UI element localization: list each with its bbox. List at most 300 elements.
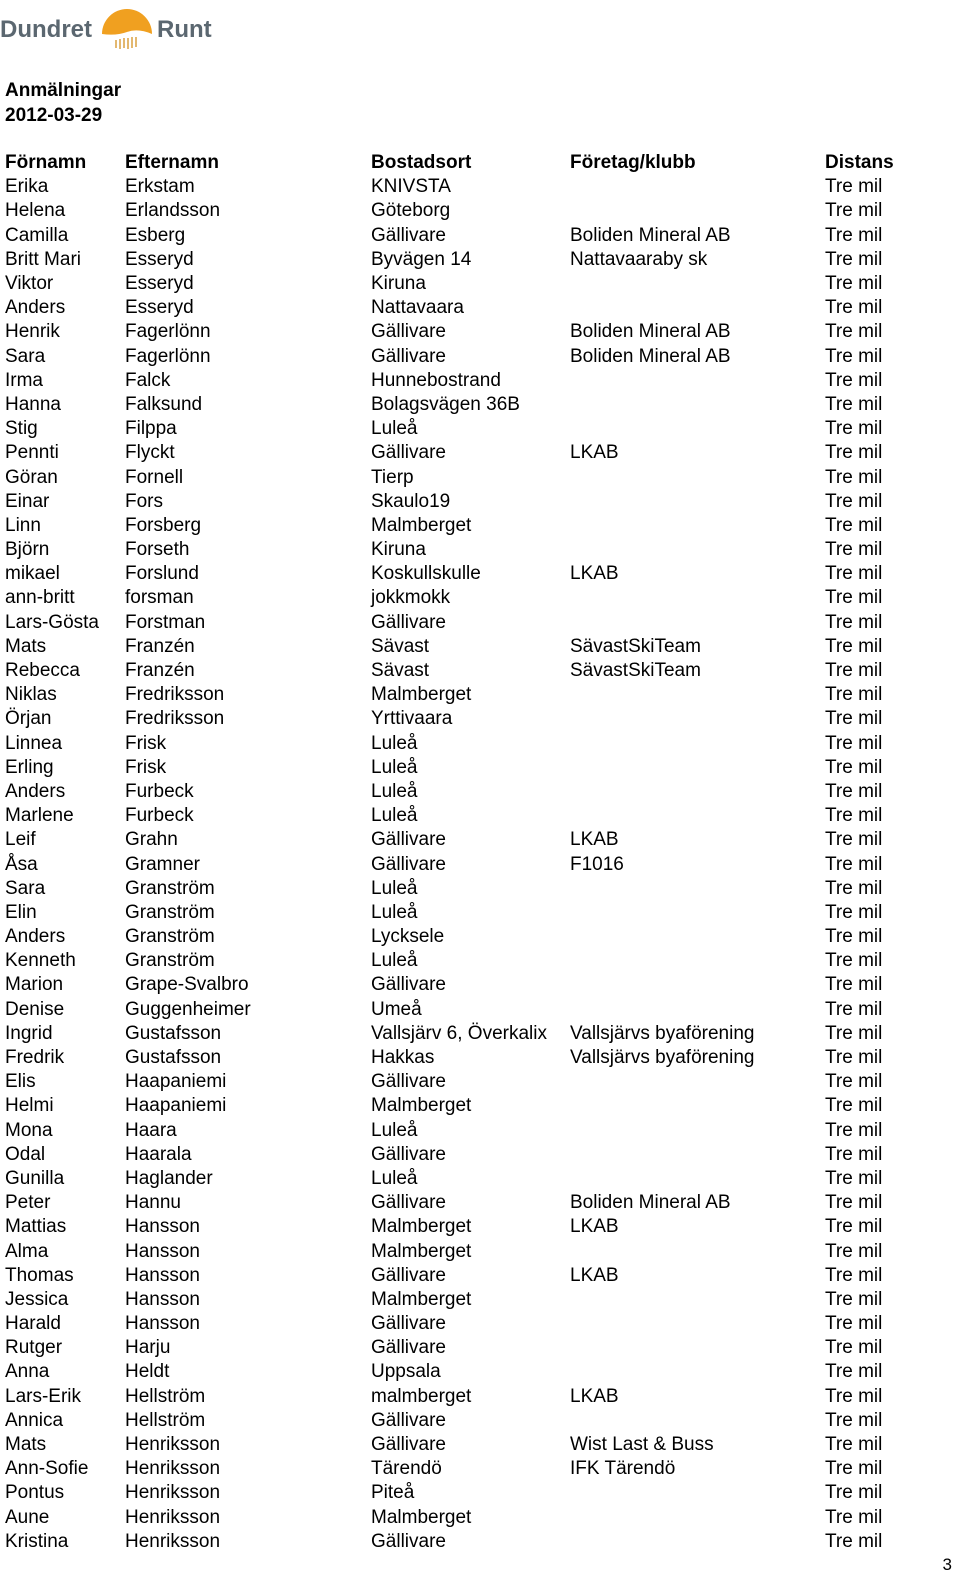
club-cell: F1016 [570, 853, 624, 875]
last-name-cell: Gustafsson [125, 1022, 222, 1044]
club-cell [565, 272, 820, 296]
club-cell [565, 296, 820, 320]
last-name-cell: Gramner [125, 853, 200, 875]
city-cell: Gällivare [371, 1530, 446, 1552]
first-name-cell: Linn [5, 514, 41, 536]
distance-cell: Tre mil [825, 901, 883, 923]
city-cell: Luleå [371, 1119, 418, 1141]
distance-cell: Tre mil [825, 200, 883, 222]
table-row [0, 804, 905, 828]
club-cell [565, 925, 820, 949]
distance-cell: Tre mil [825, 248, 883, 270]
table-row [0, 538, 905, 562]
distance-cell: Tre mil [825, 1119, 883, 1141]
table-row [0, 272, 905, 296]
club-cell [565, 949, 820, 973]
first-name-cell: Mona [5, 1119, 53, 1141]
first-name-cell: Jessica [5, 1288, 69, 1310]
last-name-cell: Forsberg [125, 514, 202, 536]
distance-cell: Tre mil [825, 1434, 883, 1456]
distance-cell: Tre mil [825, 587, 883, 609]
last-name-cell: Forseth [125, 539, 190, 561]
first-name-cell: Sara [5, 345, 46, 367]
club-cell: LKAB [570, 1216, 619, 1238]
city-cell: Gällivare [371, 1337, 446, 1359]
club-cell [565, 780, 820, 804]
first-name-cell: Örjan [5, 708, 52, 730]
column-header-fornamn: Förnamn [5, 152, 87, 174]
last-name-cell: Fors [125, 490, 163, 512]
city-cell: Kiruna [371, 273, 426, 295]
last-name-cell: Flyckt [125, 442, 175, 464]
last-name-cell: Gustafsson [125, 1047, 222, 1069]
first-name-cell: Mattias [5, 1216, 67, 1238]
last-name-cell: Hannu [125, 1192, 181, 1214]
club-cell: LKAB [570, 829, 619, 851]
distance-cell: Tre mil [825, 1482, 883, 1504]
first-name-cell: Göran [5, 466, 58, 488]
club-cell: IFK Tärendö [570, 1458, 676, 1480]
distance-cell: Tre mil [825, 369, 883, 391]
first-name-cell: Einar [5, 490, 50, 512]
table-row [0, 1360, 905, 1384]
city-cell: Malmberget [371, 514, 472, 536]
club-cell [565, 175, 820, 199]
city-cell: Bolagsvägen 36B [371, 393, 520, 415]
first-name-cell: Leif [5, 829, 36, 851]
last-name-cell: Hellström [125, 1385, 206, 1407]
first-name-cell: Aune [5, 1506, 50, 1528]
last-name-cell: Granström [125, 901, 215, 923]
first-name-cell: Thomas [5, 1264, 74, 1286]
table-row [0, 877, 905, 901]
club-cell [565, 756, 820, 780]
city-cell: Gällivare [371, 853, 446, 875]
club-cell [565, 901, 820, 925]
first-name-cell: Camilla [5, 224, 69, 246]
distance-cell: Tre mil [825, 418, 883, 440]
first-name-cell: Pennti [5, 442, 59, 464]
distance-cell: Tre mil [825, 1385, 883, 1407]
city-cell: Luleå [371, 1167, 418, 1189]
distance-cell: Tre mil [825, 1167, 883, 1189]
last-name-cell: Falksund [125, 393, 203, 415]
city-cell: Malmberget [371, 1240, 472, 1262]
distance-cell: Tre mil [825, 1095, 883, 1117]
table-row [0, 973, 905, 997]
distance-cell: Tre mil [825, 732, 883, 754]
city-cell: Malmberget [371, 1095, 472, 1117]
distance-cell: Tre mil [825, 805, 883, 827]
last-name-cell: Granström [125, 877, 215, 899]
club-cell [565, 1094, 820, 1118]
first-name-cell: Marlene [5, 805, 74, 827]
last-name-cell: Fredriksson [125, 684, 225, 706]
last-name-cell: Erkstam [125, 176, 195, 198]
last-name-cell: Hansson [125, 1288, 200, 1310]
first-name-cell: Odal [5, 1143, 46, 1165]
distance-cell: Tre mil [825, 563, 883, 585]
club-cell [565, 1360, 820, 1384]
table-row [0, 901, 905, 925]
last-name-cell: Fagerlönn [125, 345, 211, 367]
distance-cell: Tre mil [825, 1337, 883, 1359]
logo [0, 2, 230, 54]
table-row [0, 1143, 905, 1167]
table-row [0, 199, 905, 223]
table-row [0, 1409, 905, 1433]
distance-cell: Tre mil [825, 490, 883, 512]
table-row [0, 1022, 905, 1046]
city-cell: Hunnebostrand [371, 369, 501, 391]
first-name-cell: Björn [5, 539, 50, 561]
distance-cell: Tre mil [825, 1458, 883, 1480]
club-cell [565, 490, 820, 514]
table-row [0, 1457, 905, 1481]
table-row [0, 1336, 905, 1360]
last-name-cell: Hansson [125, 1264, 200, 1286]
distance-cell: Tre mil [825, 998, 883, 1020]
last-name-cell: Henriksson [125, 1506, 221, 1528]
club-cell: Boliden Mineral AB [570, 345, 731, 367]
club-cell [565, 1119, 820, 1143]
first-name-cell: Niklas [5, 684, 57, 706]
club-cell [565, 1409, 820, 1433]
table-row [0, 562, 905, 586]
club-cell: LKAB [570, 1264, 619, 1286]
city-cell: Gällivare [371, 611, 446, 633]
city-cell: Kiruna [371, 539, 426, 561]
city-cell: Tärendö [371, 1458, 442, 1480]
city-cell: Uppsala [371, 1361, 441, 1383]
last-name-cell: Fredriksson [125, 708, 225, 730]
city-cell: Luleå [371, 418, 418, 440]
table-row [0, 1215, 905, 1239]
table-row [0, 224, 905, 248]
distance-cell: Tre mil [825, 1313, 883, 1335]
last-name-cell: Grahn [125, 829, 178, 851]
distance-cell: Tre mil [825, 176, 883, 198]
first-name-cell: Annica [5, 1409, 64, 1431]
club-cell [565, 538, 820, 562]
city-cell: Lycksele [371, 926, 445, 948]
city-cell: Piteå [371, 1482, 415, 1504]
city-cell: malmberget [371, 1385, 472, 1407]
distance-cell: Tre mil [825, 273, 883, 295]
distance-cell: Tre mil [825, 756, 883, 778]
table-row [0, 1070, 905, 1094]
table-row [0, 1191, 905, 1215]
first-name-cell: mikael [5, 563, 60, 585]
table-row [0, 1506, 905, 1530]
table-row [0, 635, 905, 659]
last-name-cell: Franzén [125, 660, 195, 682]
club-cell [565, 1167, 820, 1191]
city-cell: Gällivare [371, 1143, 446, 1165]
first-name-cell: Erika [5, 176, 49, 198]
distance-cell: Tre mil [825, 1216, 883, 1238]
table-row [0, 1385, 905, 1409]
first-name-cell: Helmi [5, 1095, 54, 1117]
first-name-cell: Henrik [5, 321, 60, 343]
last-name-cell: Granström [125, 926, 215, 948]
last-name-cell: Heldt [125, 1361, 170, 1383]
distance-cell: Tre mil [825, 708, 883, 730]
club-cell: Boliden Mineral AB [570, 321, 731, 343]
club-cell [565, 514, 820, 538]
distance-cell: Tre mil [825, 514, 883, 536]
table-row [0, 1119, 905, 1143]
first-name-cell: Rebecca [5, 660, 80, 682]
sun-icon [98, 2, 156, 52]
club-cell [565, 1506, 820, 1530]
city-cell: Malmberget [371, 1216, 472, 1238]
table-row [0, 369, 905, 393]
city-cell: Luleå [371, 780, 418, 802]
club-cell [565, 393, 820, 417]
distance-cell: Tre mil [825, 684, 883, 706]
first-name-cell: Ingrid [5, 1022, 53, 1044]
last-name-cell: Haara [125, 1119, 177, 1141]
table-row [0, 828, 905, 852]
club-cell: Boliden Mineral AB [570, 1192, 731, 1214]
club-cell [565, 1530, 820, 1554]
club-cell [565, 1312, 820, 1336]
distance-cell: Tre mil [825, 539, 883, 561]
table-row [0, 345, 905, 369]
table-row [0, 1481, 905, 1505]
distance-cell: Tre mil [825, 1264, 883, 1286]
table-row [0, 1312, 905, 1336]
club-cell [565, 417, 820, 441]
first-name-cell: Alma [5, 1240, 49, 1262]
city-cell: Malmberget [371, 1288, 472, 1310]
table-body [0, 175, 905, 1554]
city-cell: Gällivare [371, 1192, 446, 1214]
distance-cell: Tre mil [825, 1047, 883, 1069]
first-name-cell: Marion [5, 974, 64, 996]
table-row [0, 1046, 905, 1070]
city-cell: Gällivare [371, 321, 446, 343]
distance-cell: Tre mil [825, 950, 883, 972]
page-title: Anmälningar [5, 80, 122, 101]
first-name-cell: Helena [5, 200, 66, 222]
city-cell: Sävast [371, 660, 430, 682]
last-name-cell: Haapaniemi [125, 1071, 227, 1093]
club-cell [565, 1239, 820, 1263]
club-cell [565, 732, 820, 756]
distance-cell: Tre mil [825, 1506, 883, 1528]
distance-cell: Tre mil [825, 1143, 883, 1165]
first-name-cell: Kenneth [5, 950, 76, 972]
last-name-cell: Haapaniemi [125, 1095, 227, 1117]
last-name-cell: Henriksson [125, 1434, 221, 1456]
table-row [0, 417, 905, 441]
distance-cell: Tre mil [825, 345, 883, 367]
club-cell [565, 586, 820, 610]
city-cell: Byvägen 14 [371, 248, 472, 270]
table-row [0, 586, 905, 610]
last-name-cell: Frisk [125, 732, 167, 754]
first-name-cell: Harald [5, 1313, 61, 1335]
club-cell: LKAB [570, 442, 619, 464]
city-cell: Gällivare [371, 1409, 446, 1431]
first-name-cell: Kristina [5, 1530, 69, 1552]
first-name-cell: Lars-Erik [5, 1385, 82, 1407]
table-row [0, 248, 905, 272]
first-name-cell: Peter [5, 1192, 51, 1214]
city-cell: Malmberget [371, 1506, 472, 1528]
club-cell [565, 877, 820, 901]
city-cell: Yrttivaara [371, 708, 453, 730]
table-row [0, 707, 905, 731]
first-name-cell: Irma [5, 369, 43, 391]
club-cell: SävastSkiTeam [570, 635, 701, 657]
city-cell: Malmberget [371, 684, 472, 706]
first-name-cell: Fredrik [5, 1047, 65, 1069]
distance-cell: Tre mil [825, 321, 883, 343]
last-name-cell: Henriksson [125, 1482, 221, 1504]
club-cell: Wist Last & Buss [570, 1434, 714, 1456]
logo-text-right: Runt [157, 16, 212, 43]
city-cell: Gällivare [371, 1071, 446, 1093]
table-row [0, 1167, 905, 1191]
distance-cell: Tre mil [825, 1409, 883, 1431]
table-row [0, 393, 905, 417]
city-cell: Nattavaara [371, 297, 464, 319]
last-name-cell: Falck [125, 369, 171, 391]
last-name-cell: Haarala [125, 1143, 192, 1165]
last-name-cell: forsman [125, 587, 194, 609]
first-name-cell: Ann-Sofie [5, 1458, 89, 1480]
distance-cell: Tre mil [825, 1071, 883, 1093]
first-name-cell: Sara [5, 877, 46, 899]
city-cell: Gällivare [371, 442, 446, 464]
table-row [0, 1530, 905, 1554]
club-cell [565, 1336, 820, 1360]
table-row [0, 296, 905, 320]
distance-cell: Tre mil [825, 1192, 883, 1214]
table-row [0, 175, 905, 199]
city-cell: Gällivare [371, 829, 446, 851]
club-cell [565, 1143, 820, 1167]
city-cell: Vallsjärv 6, Överkalix [371, 1022, 547, 1044]
page-date: 2012-03-29 [5, 105, 103, 126]
first-name-cell: Anna [5, 1361, 50, 1383]
city-cell: Göteborg [371, 200, 451, 222]
distance-cell: Tre mil [825, 393, 883, 415]
city-cell: Gällivare [371, 974, 446, 996]
table-row [0, 756, 905, 780]
distance-cell: Tre mil [825, 974, 883, 996]
club-cell [565, 1481, 820, 1505]
last-name-cell: Henriksson [125, 1458, 221, 1480]
last-name-cell: Forslund [125, 563, 199, 585]
distance-cell: Tre mil [825, 1288, 883, 1310]
club-cell [565, 465, 820, 489]
table-row [0, 514, 905, 538]
last-name-cell: Henriksson [125, 1530, 221, 1552]
table-row [0, 780, 905, 804]
last-name-cell: Franzén [125, 635, 195, 657]
table-row [0, 320, 905, 344]
last-name-cell: Erlandsson [125, 200, 221, 222]
page-number: 3 [942, 1555, 952, 1574]
city-cell: Sävast [371, 635, 430, 657]
club-cell: Nattavaaraby sk [570, 248, 708, 270]
distance-cell: Tre mil [825, 1022, 883, 1044]
last-name-cell: Hellström [125, 1409, 206, 1431]
city-cell: Gällivare [371, 345, 446, 367]
table-row [0, 1433, 905, 1457]
table-row [0, 1264, 905, 1288]
city-cell: Gällivare [371, 1264, 446, 1286]
last-name-cell: Forstman [125, 611, 206, 633]
last-name-cell: Esberg [125, 224, 186, 246]
city-cell: Umeå [371, 998, 422, 1020]
city-cell: Gällivare [371, 1313, 446, 1335]
table-row [0, 465, 905, 489]
club-cell [565, 998, 820, 1022]
city-cell: KNIVSTA [371, 176, 451, 198]
city-cell: Luleå [371, 805, 418, 827]
last-name-cell: Grape-Svalbro [125, 974, 249, 996]
distance-cell: Tre mil [825, 635, 883, 657]
first-name-cell: Viktor [5, 273, 54, 295]
last-name-cell: Esseryd [125, 273, 194, 295]
club-cell: Vallsjärvs byaförening [570, 1022, 755, 1044]
city-cell: Luleå [371, 950, 418, 972]
distance-cell: Tre mil [825, 853, 883, 875]
table-row [0, 683, 905, 707]
distance-cell: Tre mil [825, 877, 883, 899]
city-cell: Luleå [371, 756, 418, 778]
last-name-cell: Haglander [125, 1167, 213, 1189]
distance-cell: Tre mil [825, 1530, 883, 1552]
first-name-cell: Anders [5, 297, 66, 319]
table-row [0, 659, 905, 683]
first-name-cell: Britt Mari [5, 248, 81, 270]
city-cell: jokkmokk [371, 587, 451, 609]
first-name-cell: Elin [5, 901, 37, 923]
last-name-cell: Fornell [125, 466, 184, 488]
city-cell: Luleå [371, 877, 418, 899]
table-row [0, 732, 905, 756]
first-name-cell: Mats [5, 635, 47, 657]
logo-text-left: Dundret [0, 16, 92, 43]
column-header-bostadsort: Bostadsort [371, 152, 472, 174]
column-header-distans: Distans [825, 152, 894, 174]
table-row [0, 852, 905, 876]
first-name-cell: Linnea [5, 732, 63, 754]
distance-cell: Tre mil [825, 224, 883, 246]
distance-cell: Tre mil [825, 1361, 883, 1383]
first-name-cell: Stig [5, 418, 38, 440]
distance-cell: Tre mil [825, 780, 883, 802]
club-cell: LKAB [570, 563, 619, 585]
table-row [0, 611, 905, 635]
distance-cell: Tre mil [825, 611, 883, 633]
last-name-cell: Furbeck [125, 780, 194, 802]
last-name-cell: Harju [125, 1337, 171, 1359]
distance-cell: Tre mil [825, 466, 883, 488]
first-name-cell: Elis [5, 1071, 36, 1093]
distance-cell: Tre mil [825, 829, 883, 851]
last-name-cell: Hansson [125, 1216, 200, 1238]
first-name-cell: Mats [5, 1434, 47, 1456]
table-row [0, 925, 905, 949]
last-name-cell: Granström [125, 950, 215, 972]
